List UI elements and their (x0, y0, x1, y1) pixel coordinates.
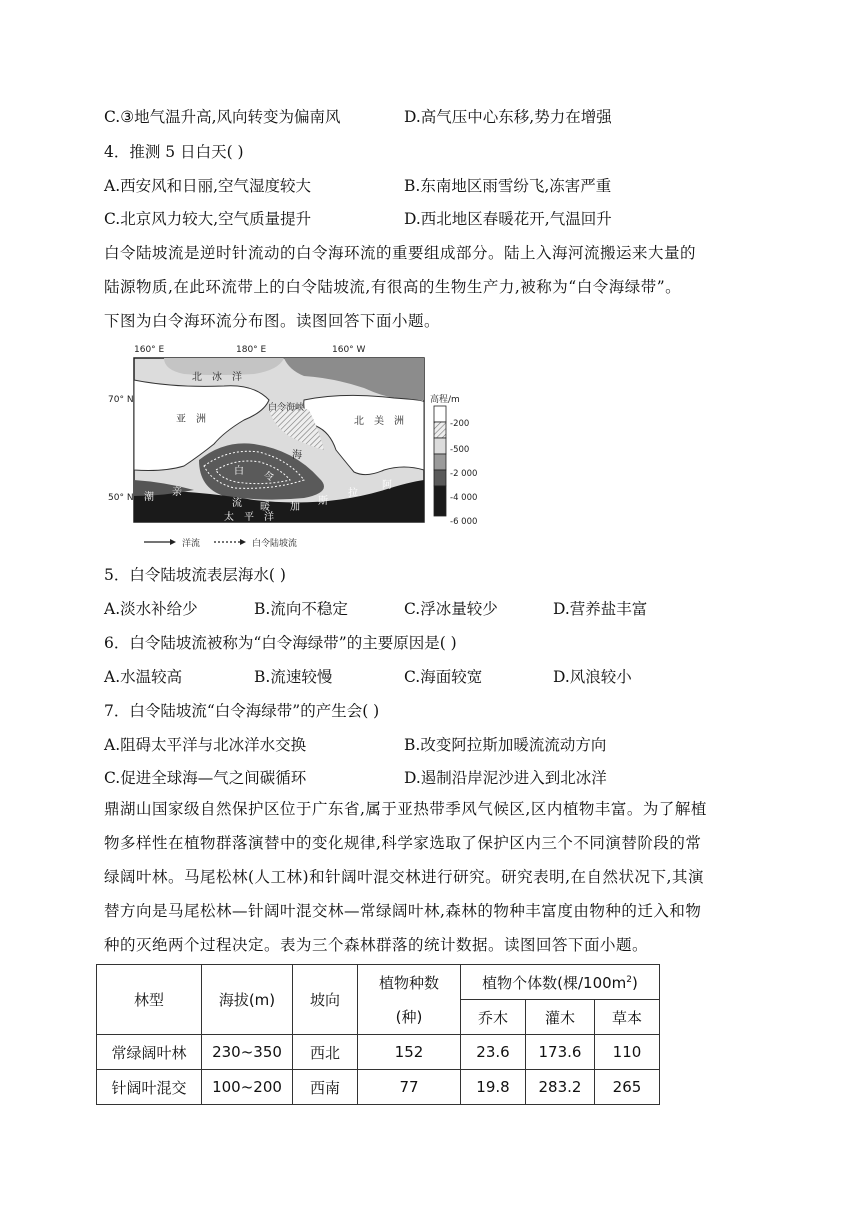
table-cell: 西南 (293, 1070, 358, 1105)
table-cell: 265 (595, 1070, 660, 1105)
q4-stem: 4．推测 5 日白天( ) (104, 143, 244, 161)
legend-title: 高程/m (430, 395, 460, 405)
table-cell: 常绿阔叶林 (97, 1035, 202, 1070)
table-row (97, 1070, 660, 1105)
passage-dinghushan (104, 792, 754, 962)
pacific-label-char: 斯 (318, 496, 328, 507)
q4-option-b: B.东南地区雨雪纷飞,冻害严重 (404, 177, 612, 195)
label-bering-hai: 海 (292, 450, 302, 461)
table-cell: 针阔叶混交 (97, 1070, 202, 1105)
table-cell: 152 (358, 1035, 461, 1070)
legend-value: -500 (450, 445, 470, 455)
legend-value: -4 000 (450, 493, 478, 503)
q5-option-d: D.营养盐丰富 (553, 600, 648, 618)
table-cell: 23.6 (461, 1035, 526, 1070)
q7-stem: 7．白令陆坡流“白令海绿带”的产生会( ) (104, 702, 380, 720)
q4-option-a: A.西安风和日丽,空气湿度较大 (104, 177, 312, 195)
q5-option-c: C.浮冰量较少 (404, 600, 498, 618)
header-slope: 坡向 (293, 965, 358, 1035)
pacific-label-char: 潮 (144, 492, 154, 503)
lat-label: 70° N (108, 395, 134, 405)
q7-option-c: C.促进全球海—气之间碳循环 (104, 769, 307, 787)
q4-option-c: C.北京风力较大,空气质量提升 (104, 210, 312, 228)
q7-option-a: A.阻碍太平洋与北冰洋水交换 (104, 736, 307, 754)
pacific-label-char: 暖 (260, 502, 270, 513)
q5-stem: 5．白令陆坡流表层海水( ) (104, 566, 286, 584)
header-individual-count (461, 965, 660, 1000)
header-species-line1: 植物种数 (378, 973, 439, 992)
lat-label: 50° N (108, 493, 134, 503)
passage-bering (104, 236, 754, 338)
pacific-label-char: 加 (290, 502, 300, 513)
header-individual-close: ) (632, 973, 638, 992)
label-north-america: 北 美 洲 (354, 416, 404, 427)
header-tree: 乔木 (461, 1000, 526, 1035)
pacific-label-char: 亲 (172, 487, 182, 498)
lon-label: 160° W (332, 345, 366, 355)
header-species-line2: (种) (395, 1007, 423, 1026)
q3-option-c: C.③地气温升高,风向转变为偏南风 (104, 108, 341, 126)
label-arctic-ocean: 北 冰 洋 (192, 372, 242, 383)
table-cell: 西北 (293, 1035, 358, 1070)
table-cell: 77 (358, 1070, 461, 1105)
passage-line: 种的灭绝两个过程决定。表为三个森林群落的统计数据。读图回答下面小题。 (104, 936, 649, 954)
lon-label: 160° E (134, 345, 165, 355)
legend-ocean-current: 洋流 (182, 539, 201, 549)
pacific-label-char: 拉 (348, 488, 358, 499)
header-herb: 草本 (595, 1000, 660, 1035)
table-cell: 110 (595, 1035, 660, 1070)
header-altitude: 海拔(m) (202, 965, 293, 1035)
table-cell: 19.8 (461, 1070, 526, 1105)
q4-option-d: D.西北地区春暖花开,气温回升 (404, 210, 612, 228)
forest-community-table (96, 964, 660, 1105)
passage-line: 替方向是马尾松林—针阔叶混交林—常绿阔叶林,森林的物种丰富度由物种的迁入和物 (104, 902, 702, 920)
q6-option-c: C.海面较宽 (404, 668, 483, 686)
pacific-label: 太 平 洋 (224, 512, 274, 523)
bering-sea-current-map (104, 340, 484, 562)
q7-option-d: D.遏制沿岸泥沙进入到北冰洋 (404, 769, 607, 787)
header-forest-type: 林型 (97, 965, 202, 1035)
passage-line: 绿阔叶林。马尾松林(人工林)和针阔叶混交林进行研究。研究表明,在自然状况下,其演 (104, 868, 704, 886)
q6-option-b: B.流速较慢 (254, 668, 333, 686)
table-row (97, 1035, 660, 1070)
passage-line: 物多样性在植物群落演替中的变化规律,科学家选取了保护区内三个不同演替阶段的常 (104, 834, 702, 852)
passage-line: 陆源物质,在此环流带上的白令陆坡流,有很高的生物生产力,被称为“白令海绿带”。 (104, 278, 682, 296)
header-shrub: 灌木 (526, 1000, 595, 1035)
legend-value: -200 (450, 419, 470, 429)
table-cell: 100~200 (202, 1070, 293, 1105)
q6-option-a: A.水温较高 (104, 668, 183, 686)
q6-stem: 6．白令陆坡流被称为“白令海绿带”的主要原因是( ) (104, 634, 457, 652)
label-bering-ling: 令 (264, 472, 274, 483)
header-individual-text: 植物个体数(棵/100m (482, 973, 627, 992)
passage-line: 鼎湖山国家级自然保护区位于广东省,属于亚热带季风气候区,区内植物丰富。为了解植 (104, 800, 707, 818)
pacific-label-char: 流 (232, 498, 242, 509)
q7-option-b: B.改变阿拉斯加暖流流动方向 (404, 736, 607, 754)
table-cell: 230~350 (202, 1035, 293, 1070)
legend-value: -6 000 (450, 517, 478, 527)
header-species-count (358, 965, 461, 1035)
passage-line: 下图为白令海环流分布图。读图回答下面小题。 (104, 312, 441, 330)
q3-option-d: D.高气压中心东移,势力在增强 (404, 108, 612, 126)
table-cell: 173.6 (526, 1035, 595, 1070)
passage-line: 白令陆坡流是逆时针流动的白令海环流的重要组成部分。陆上入海河流搬运来大量的 (104, 244, 697, 262)
q6-option-d: D.风浪较小 (553, 668, 632, 686)
pacific-label-char: 阿 (382, 480, 392, 491)
label-bering-strait: 白令海峡 (268, 403, 305, 413)
header-individual-sup: 2 (626, 974, 633, 985)
q5-option-a: A.淡水补给少 (104, 600, 198, 618)
legend-value: -2 000 (450, 469, 478, 479)
q5-option-b: B.流向不稳定 (254, 600, 348, 618)
table-cell: 283.2 (526, 1070, 595, 1105)
label-bering-bai: 白 (234, 466, 244, 477)
label-asia: 亚 洲 (176, 414, 206, 425)
lon-label: 180° E (236, 345, 267, 355)
legend-slope-current: 白令陆坡流 (252, 539, 298, 549)
